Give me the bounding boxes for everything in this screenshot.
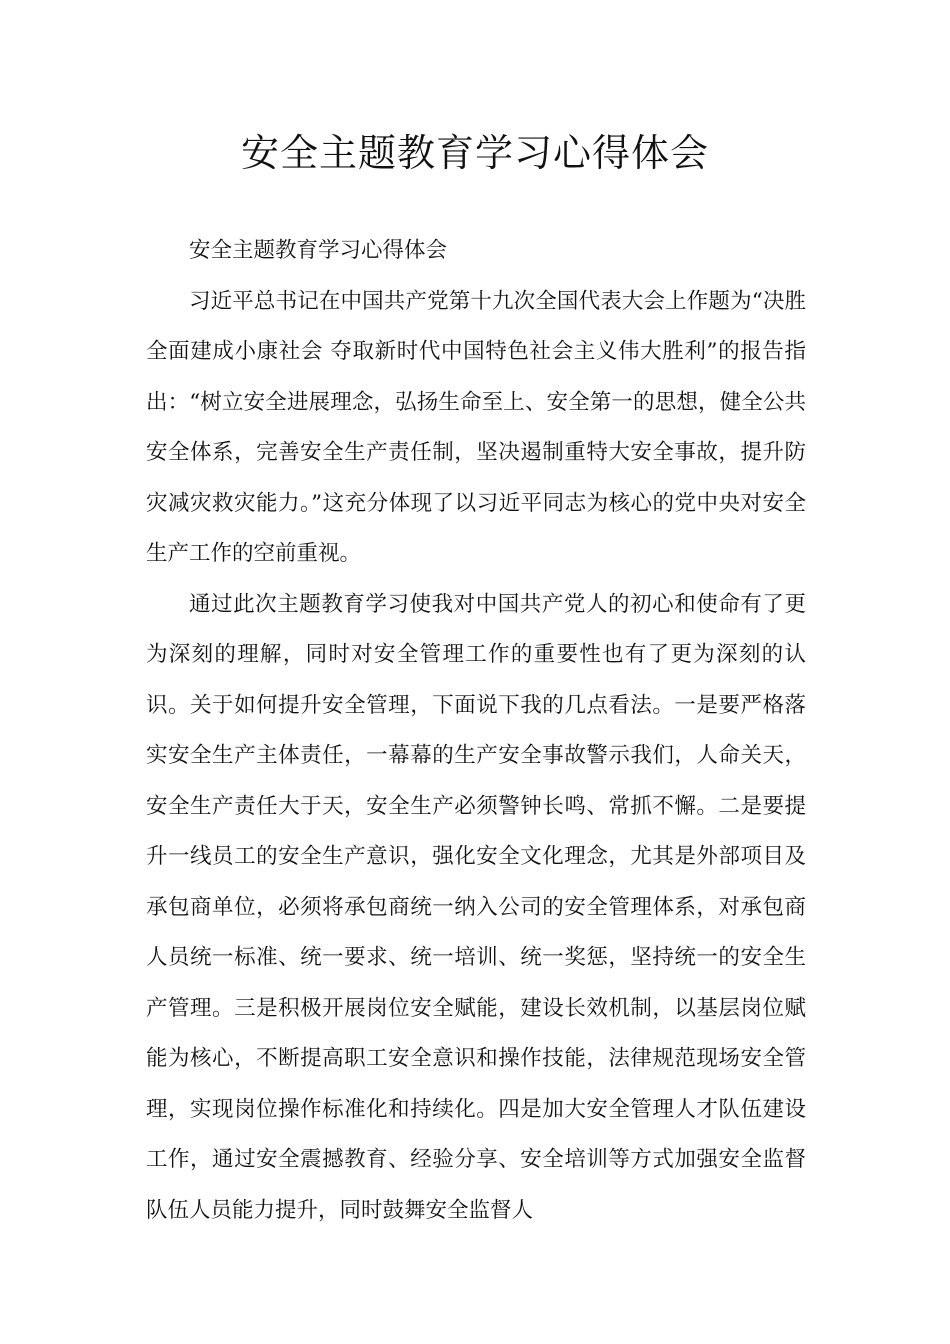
paragraph-1: 习近平总书记在中国共产党第十九次全国代表大会上作题为“决胜全面建成小康社会 夺取新时代中国特色社会主义伟大胜利”的报告指出：“树立安全进展理念，弘扬生命至上、安全第一的思想，健全公共安全体系，完善安全生产责任制，坚决遏制重特大安全事故，提升防灾减灾救灾能力。”这充分体现了以习近平同志为核心的党中央对安全生产工作的空前重视。 — [146, 288, 806, 566]
document-body — [146, 226, 806, 1236]
document-subtitle: 安全主题教育学习心得体会 — [189, 238, 448, 263]
document-title: 安全主题教育学习心得体会 — [240, 131, 709, 175]
paragraph-2: 通过此次主题教育学习使我对中国共产党人的初心和使命有了更为深刻的理解，同时对安全管理工作的重要性也有了更为深刻的认识。关于如何提升安全管理，下面说下我的几点看法。一是要严格落实安全生产主体责任，一幕幕的生产安全事故警示我们，人命关天，安全生产责任大于天，安全生产必须警钟长鸣、常抓不懈。二是要提升一线员工的安全生产意识，强化安全文化理念，尤其是外部项目及承包商单位，必须将承包商统一纳入公司的安全管理体系，对承包商人员统一标准、统一要求、统一培训、统一奖惩，坚持统一的安全生产管理。三是积极开展岗位安全赋能，建设长效机制，以基层岗位赋能为核心，不断提高职工安全意识和操作技能，法律规范现场安全管理，实现岗位操作标准化和持续化。四是加大安全管理人才队伍建设工作，通过安全震撼教育、经验分享、安全培训等方式加强安全监督队伍人员能力提升，同时鼓舞安全监督人 — [146, 591, 806, 1223]
